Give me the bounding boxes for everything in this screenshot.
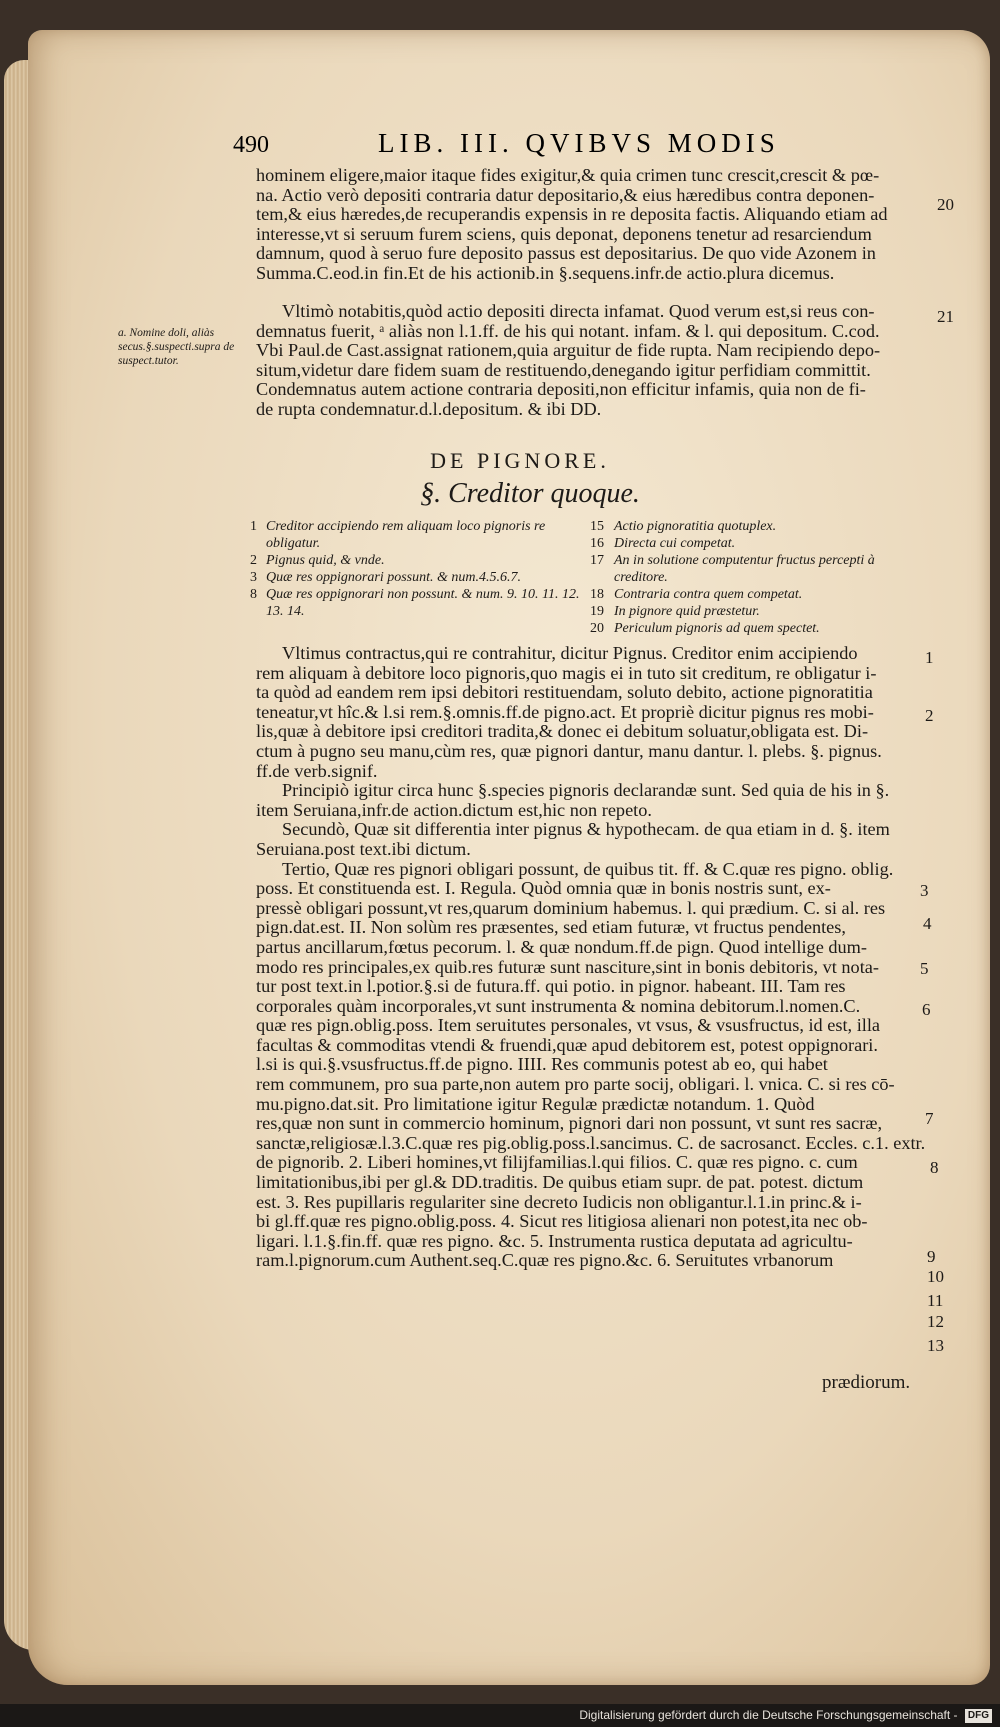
summary-number: 1 [250,519,257,534]
margin-number: 9 [927,1247,936,1266]
summary-item [250,586,590,620]
text-block-1 [256,166,926,284]
text-line: damnum, quod à seruo fure deposito passus est depositarius. De quo vide Azonem in [256,243,876,264]
text-line: hominem eligere,maior itaque fides exigitur,& quia crimen tunc crescit,crescit & pœ- [256,165,880,185]
margin-number: 20 [937,195,954,214]
margin-number: 13 [927,1336,944,1355]
text-line: teneatur,vt hîc.& l.si rem.§.omnis.ff.de pigno.act. Et propriè dicitur pignus res mobi- [256,701,874,722]
page-number: 490 [233,132,269,158]
margin-number: 1 [925,648,934,667]
text-line: corporales quàm incorporales,vt sunt instrumenta & nomina debitorum.l.nomen.C. [256,995,861,1016]
text-line: lis,quæ à debitore ipsi creditori tradita,& donec ei debitum soluatur,obligata est. Di- [256,721,869,742]
text-line: interesse,vt si seruum furem sciens, quis deponat, deponens tenetur ad resarciendum [256,223,872,244]
text-line: Condemnatus autem actione contraria depositi,non efficitur infamis, quia non de fi- [256,379,866,400]
text-line: tur post text.in l.potior.§.si de futura.ff. qui potio. in pignor. habeant. III. Tam res [256,976,846,997]
text-line: rem communem, pro sua parte,non autem pro parte socij, obligari. l. vnica. C. si res cō- [256,1074,895,1095]
margin-number: 3 [920,881,929,900]
summary-number: 18 [590,587,604,602]
text-line: ff.de verb.signif. [256,760,378,781]
summary-number: 19 [590,604,604,619]
text-line: ctum à pugno seu manu,cùm res, quæ pignori dantur, manu dantur. l. plebs. §. pignus. [256,740,882,761]
text-line: ram.l.pignorum.cum Authent.seq.C.quæ res pigno.&c. 6. Seruitutes vrbanorum [256,1250,834,1271]
summary-item [250,552,590,569]
text-line: de pignorib. 2. Liberi homines,vt filijfamilias.l.qui filios. C. quæ res pigno. c. cum [256,1152,858,1173]
catchword: prædiorum. [822,1372,911,1393]
summary-item [590,603,920,620]
text-line: item Seruiana,infr.de action.dictum est,hic non repeto. [256,799,652,820]
summary-number: 3 [250,570,257,585]
text-line: Seruiana.post text.ibi dictum. [256,838,471,859]
text-line: mu.pigno.dat.sit. Pro limitatione igitur Regulæ prædictæ notandum. 1. Quòd [256,1093,815,1114]
summary-text: Actio pignoratitia quotuplex. [614,519,777,534]
summary-number: 20 [590,621,604,636]
text-line: ta quòd ad eandem rem ipsi debitori restituendam, soluto debito, actione pignoratitia [256,682,873,703]
text-line: rem aliquam à debitore loco pignoris,quo magis ei in tuto sit creditum, re obligatur i- [256,662,877,683]
summary-item [590,620,920,637]
summary-number: 17 [590,553,604,568]
margin-number: 2 [925,706,934,725]
summary-list-left [250,518,590,620]
margin-note: a. Nomine doli, aliàs secus.§.suspecti.supra de suspect.tutor. [118,327,235,367]
summary-list-right [590,518,920,637]
text-line: bi gl.ff.quæ res pigno.oblig.poss. 4. Sicut res litigiosa alienari non potest,ita nec ob- [256,1211,868,1232]
section-title: DE PIGNORE. [430,448,610,473]
summary-text: Quæ res oppignorari possunt. & num.4.5.6.7. [266,570,522,585]
summary-text: Contraria contra quem competat. [614,587,803,602]
text-line: de rupta condemnatur.d.l.depositum. & ibi DD. [256,398,602,419]
text-line: pign.dat.est. II. Non solùm res præsentes, sed etiam futuræ, vt fructus pendentes, [256,917,846,938]
margin-number: 10 [927,1267,944,1286]
summary-number: 15 [590,519,604,534]
dfg-logo: DFG [965,1709,992,1723]
text-line: Vltimò notabitis,quòd actio depositi directa infamat. Quod verum est,si reus con- [282,301,875,321]
text-line: quæ res pign.oblig.poss. Item seruitutes personales, vt vsus, & vsusfructus, id est, illa [256,1015,881,1036]
text-line: l.si is qui.§.vsusfructus.ff.de pigno. IIII. Res communis potest ab eo, qui habet [256,1054,828,1075]
summary-item [590,552,920,586]
summary-item [590,518,920,535]
text-line: Tertio, Quæ res pignori obligari possunt, de quibus tit. ff. & C.quæ res pigno. oblig. [282,858,894,879]
margin-number: 21 [937,307,954,326]
summary-text: Periculum pignoris ad quem spectet. [614,621,820,636]
text-block-2 [256,302,926,420]
text-line: na. Actio verò depositi contraria datur depositario,& eius hæredibus contra deponen- [256,184,875,205]
summary-item [250,518,590,552]
summary-item [250,569,590,586]
summary-item [590,586,920,603]
text-line: limitationibus,ibi per gl.& DD.traditis. De quibus etiam supr. de pat. potest. dictum [256,1172,864,1193]
summary-text: Quæ res oppignorari non possunt. & num. 9. 10. 11. 12. 13. 14. [266,587,580,619]
text-block-3 [256,644,926,1271]
text-line: pressè obligari possunt,vt res,quarum dominium habemus. l. qui prædium. C. si al. res [256,897,886,918]
margin-number: 4 [923,914,932,933]
text-line: Summa.C.eod.in fin.Et de his actionib.in §.sequens.infr.de actio.plura dicemus. [256,262,835,283]
summary-number: 16 [590,536,604,551]
margin-number: 8 [930,1158,939,1177]
text-line: est. 3. Res pupillaris regulariter sine decreto Iudicis non obligantur.l.1.in princ.& i- [256,1191,862,1212]
text-line: modo res principales,ex quib.res futuræ sunt nasciture,sint in bonis debitoris, vt nota- [256,956,879,977]
text-line: situm,videtur dare fidem suam de restituendo,denegando igitur perfidiam committit. [256,359,871,380]
summary-text: Creditor accipiendo rem aliquam loco pignoris re obligatur. [266,519,546,551]
text-line: facultas & commoditas vtendi & fruendi,quæ apud debitorem est, potest oppignorari. [256,1034,878,1055]
summary-number: 8 [250,587,257,602]
text-line: res,quæ non sunt in commercio hominum, pignori dari non possunt, vt sunt res sacræ, [256,1113,883,1134]
text-line: Secundò, Quæ sit differentia inter pignus & hypothecam. de qua etiam in d. §. item [282,819,890,840]
running-head-title: LIB. III. QVIBVS MODIS [378,128,780,158]
margin-number: 7 [925,1109,934,1128]
text-line: ligari. l.1.§.fin.ff. quæ res pigno. &c. 5. Instrumenta rustica deputata ad agricultu- [256,1230,853,1251]
summary-number: 2 [250,553,257,568]
margin-number: 6 [922,1000,931,1019]
text-line: demnatus fuerit, ᵃ aliàs non l.1.ff. de his qui notant. infam. & l. qui depositum. C.cod. [256,320,880,341]
digitization-footer [0,1704,1000,1727]
summary-text: An in solutione computentur fructus percepti à creditore. [614,553,875,585]
text-line: tem,& eius hæredes,de recuperandis expensis in re deposita factis. Aliquando etiam ad [256,204,888,225]
text-line: poss. Et constituenda est. I. Regula. Quòd omnia quæ in bonis nostris sunt, ex- [256,878,831,899]
text-line: Principiò igitur circa hunc §.species pignoris declarandæ sunt. Sed quia de his in §. [282,780,890,801]
summary-text: In pignore quid præstetur. [614,604,760,619]
margin-number: 11 [927,1291,944,1310]
footer-text: Digitalisierung gefördert durch die Deutsche Forschungsgemeinschaft - [579,1708,958,1722]
summary-text: Directa cui competat. [614,536,736,551]
text-line: partus ancillarum,fœtus pecorum. l. & quæ nondum.ff.de pign. Quod intellige dum- [256,936,867,957]
margin-number: 12 [927,1312,944,1331]
text-line: Vltimus contractus,qui re contrahitur, dicitur Pignus. Creditor enim accipiendo [282,643,858,663]
text-line: Vbi Paul.de Cast.assignat rationem,quia arguitur de fide rupta. Nam recipiendo depo- [256,340,881,361]
summary-item [590,535,920,552]
section-subtitle: §. Creditor quoque. [420,478,640,509]
summary-text: Pignus quid, & vnde. [266,553,385,568]
margin-number: 5 [920,959,929,978]
text-line: sanctæ,religiosæ.l.3.C.quæ res pig.oblig.poss.l.sancimus. C. de sacrosanct. Eccles. c.1. extr. [256,1132,926,1153]
